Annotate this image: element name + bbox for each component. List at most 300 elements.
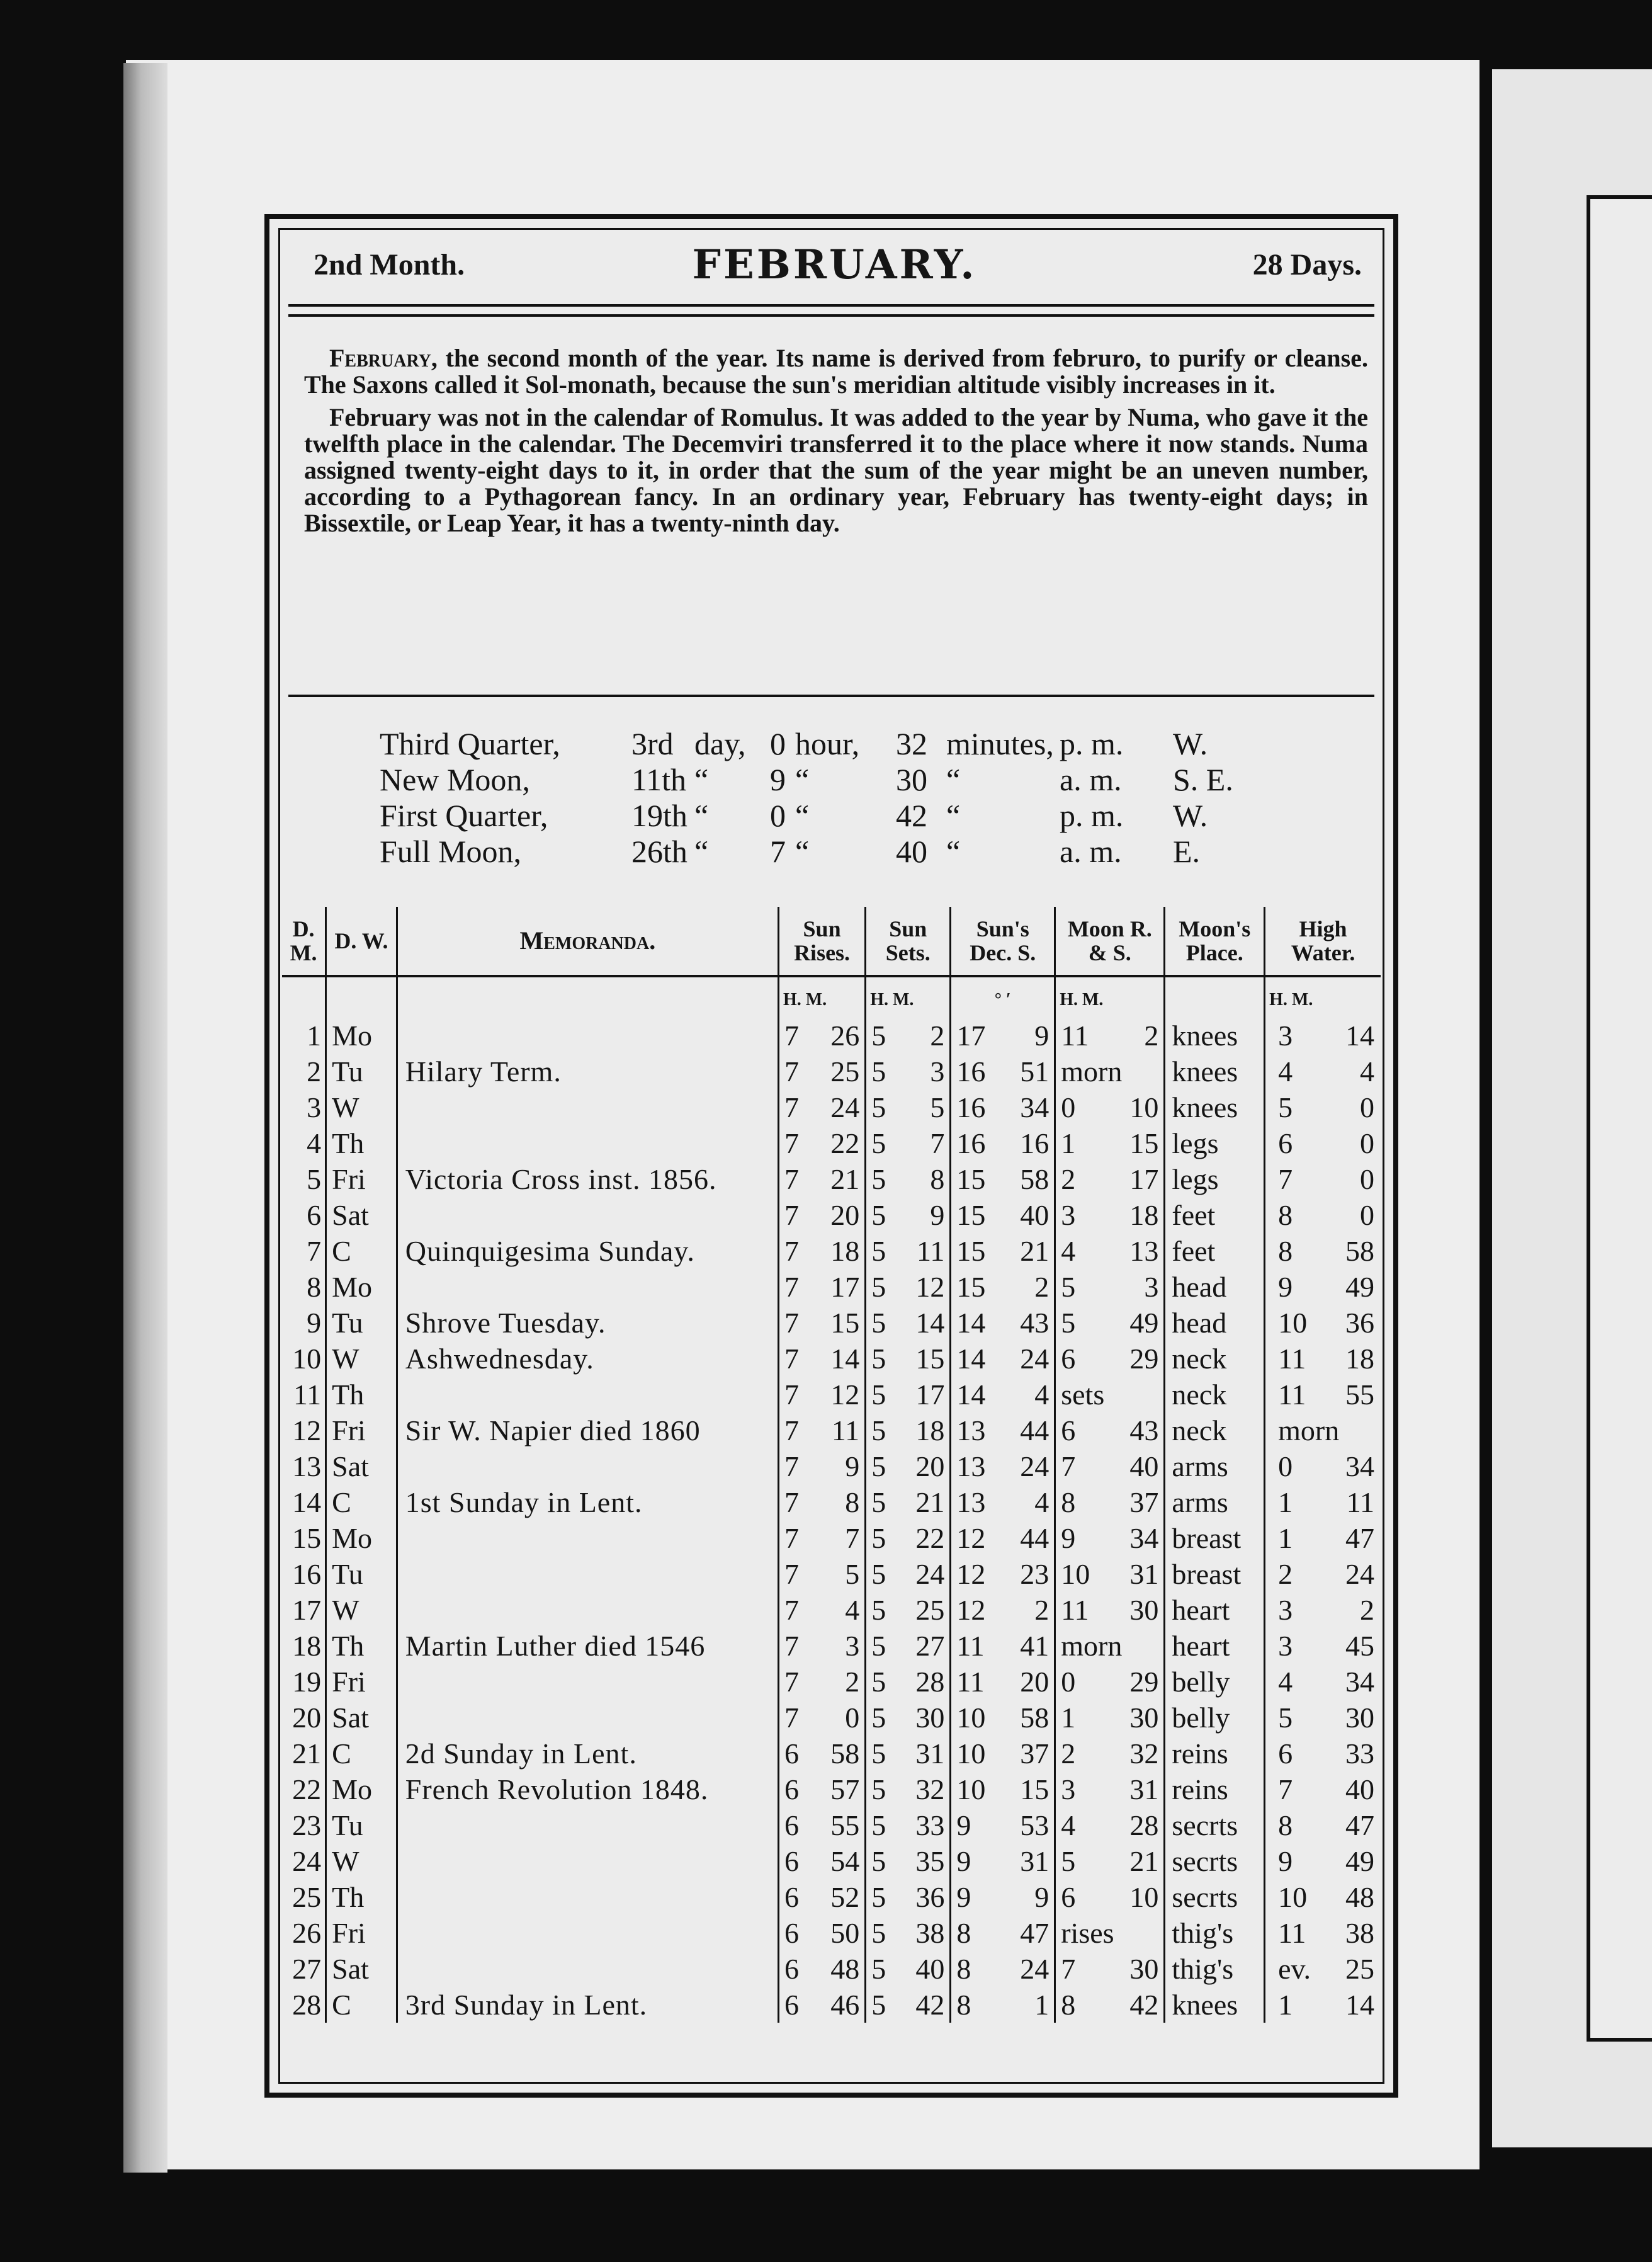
sun-sets [866, 1628, 951, 1664]
sun-rises [778, 1807, 865, 1843]
day-of-month: 10 [292, 1342, 322, 1375]
moon-phase-wind: E. [1173, 834, 1201, 869]
sun-rises [778, 1448, 865, 1484]
memoranda [397, 1269, 778, 1305]
memoranda [397, 1018, 778, 1054]
sun-declination-minutes: 31 [1020, 1844, 1049, 1877]
sun-declination-hours: 9 [956, 1880, 971, 1913]
sun-rises-minutes: 21 [830, 1162, 860, 1195]
sun-rises-hours: 7 [784, 1234, 799, 1267]
high-water [1265, 1771, 1381, 1807]
memoranda [397, 1700, 778, 1736]
moon-rise-set-minutes: 37 [1129, 1486, 1159, 1518]
sun-declination [951, 1197, 1055, 1233]
sun-sets-hours: 5 [871, 1414, 886, 1446]
sun-declination-hours: 13 [956, 1414, 986, 1446]
sun-sets-minutes: 42 [915, 1988, 945, 2021]
sun-declination-hours: 8 [956, 1916, 971, 1949]
memoranda [397, 1197, 778, 1233]
sun-declination-minutes: 1 [1034, 1988, 1049, 2021]
sun-sets-hours: 5 [871, 1162, 886, 1195]
day-of-month: 26 [292, 1916, 322, 1949]
sun-declination-hours: 13 [956, 1486, 986, 1518]
day-of-week: C [326, 1987, 397, 2023]
sun-sets-minutes: 24 [915, 1557, 945, 1590]
memoranda [397, 1556, 778, 1592]
high-water-minutes: 0 [1360, 1127, 1374, 1159]
memoranda [397, 1089, 778, 1125]
moon-rise-set-minutes: 29 [1129, 1665, 1159, 1698]
sun-declination [951, 1987, 1055, 2023]
high-water-minutes: 0 [1360, 1091, 1374, 1123]
moon-phase-ampm: a. m. [1060, 834, 1122, 869]
moon-rise-set [1055, 1125, 1165, 1161]
sun-sets [866, 1484, 951, 1520]
sun-rises-hours: 7 [784, 1270, 799, 1303]
table-row [282, 1771, 1381, 1807]
sun-sets-hours: 5 [871, 1055, 886, 1088]
moon-rise-set-minutes: 18 [1129, 1198, 1159, 1231]
sun-rises-hours: 7 [784, 1665, 799, 1698]
sun-rises-hours: 7 [784, 1378, 799, 1411]
high-water [1265, 1592, 1381, 1628]
moon-place: head [1165, 1305, 1265, 1341]
moon-rise-set-hours: 11 [1061, 1019, 1089, 1052]
high-water-minutes: 11 [1346, 1486, 1374, 1518]
moon-rise-set-hours: 5 [1061, 1270, 1076, 1303]
high-water [1265, 1341, 1381, 1377]
units-dec: ° ′ [951, 976, 1055, 1018]
sun-rises-hours: 7 [784, 1486, 799, 1518]
sun-declination [951, 1664, 1055, 1700]
sun-rises-hours: 7 [784, 1127, 799, 1159]
day-of-week: Mo [326, 1520, 397, 1556]
moon-rise-set-minutes: 30 [1129, 1952, 1159, 1985]
sun-sets-hours: 5 [871, 1306, 886, 1339]
high-water-minutes: 38 [1345, 1916, 1374, 1949]
high-water-minutes: 36 [1345, 1306, 1374, 1339]
moon-rise-set-hours: 5 [1061, 1844, 1076, 1877]
header-sun-rises: Sun Rises. [778, 907, 865, 976]
moon-place: neck [1165, 1412, 1265, 1448]
moon-rise-set-minutes: 31 [1129, 1557, 1159, 1590]
sun-declination [951, 1951, 1055, 1987]
sun-declination-minutes: 40 [1020, 1198, 1049, 1231]
sun-sets [866, 1807, 951, 1843]
day-of-week: Mo [326, 1269, 397, 1305]
sun-rises-minutes: 57 [830, 1773, 860, 1805]
sun-declination [951, 1520, 1055, 1556]
sun-rises-hours: 7 [784, 1521, 799, 1554]
high-water [1265, 1089, 1381, 1125]
high-water-minutes: 47 [1345, 1809, 1374, 1841]
moon-rise-set-hours: 11 [1061, 1593, 1089, 1626]
moon-rise-set-minutes: 10 [1129, 1880, 1159, 1913]
moon-phase-hr-label: “ [795, 798, 810, 833]
sun-sets [866, 1556, 951, 1592]
high-water-hours: 3 [1278, 1629, 1293, 1662]
moon-phase-wind: W. [1173, 726, 1208, 761]
sun-sets-hours: 5 [871, 1665, 886, 1698]
sun-declination [951, 1736, 1055, 1771]
moon-place: legs [1165, 1125, 1265, 1161]
sun-rises-hours: 6 [784, 1880, 799, 1913]
moon-rise-set-hours: 0 [1061, 1665, 1076, 1698]
sun-declination [951, 1054, 1055, 1089]
table-row [282, 1700, 1381, 1736]
memoranda: Victoria Cross inst. 1856. [397, 1161, 778, 1197]
moon-rise-set [1055, 1484, 1165, 1520]
sun-sets-hours: 5 [871, 1701, 886, 1734]
moon-rise-set-hours: 7 [1061, 1952, 1076, 1985]
moon-phase-min-label: “ [946, 798, 961, 833]
moon-rise-set [1055, 1879, 1165, 1915]
moon-phase-ampm: p. m. [1060, 798, 1124, 833]
sun-rises-minutes: 4 [845, 1593, 860, 1626]
moon-rise-set-hours: 6 [1061, 1414, 1076, 1446]
sun-rises-hours: 7 [784, 1342, 799, 1375]
sun-declination-minutes: 53 [1020, 1809, 1049, 1841]
moon-rise-set-minutes [1124, 1054, 1158, 1089]
moon-rise-set-minutes [1124, 1628, 1158, 1664]
table-row [282, 1377, 1381, 1412]
sun-sets-minutes: 35 [915, 1844, 945, 1877]
day-of-week: Fri [326, 1915, 397, 1951]
table-row [282, 1412, 1381, 1448]
sun-declination [951, 1305, 1055, 1341]
sun-sets-minutes: 33 [915, 1809, 945, 1841]
day-of-month: 6 [307, 1198, 322, 1231]
sun-sets-minutes: 36 [915, 1880, 945, 1913]
sun-sets-minutes: 38 [915, 1916, 945, 1949]
high-water-minutes: 25 [1345, 1952, 1374, 1985]
sun-declination-hours: 12 [956, 1593, 986, 1626]
day-of-month: 28 [292, 1988, 322, 2021]
moon-place: heart [1165, 1628, 1265, 1664]
sun-declination-minutes: 20 [1020, 1665, 1049, 1698]
high-water-hours: ev. [1278, 1952, 1311, 1985]
sun-declination [951, 1628, 1055, 1664]
moon-place: secrts [1165, 1879, 1265, 1915]
sun-sets-hours: 5 [871, 1270, 886, 1303]
month-title: FEBRUARY. [692, 241, 977, 288]
sun-rises-minutes: 5 [845, 1557, 860, 1590]
calendar-body [282, 976, 1381, 2023]
sun-declination [951, 1377, 1055, 1412]
day-of-week: Fri [326, 1412, 397, 1448]
moon-phase-min: 40 [896, 834, 927, 869]
day-of-week: W [326, 1089, 397, 1125]
sun-sets-minutes: 30 [915, 1701, 945, 1734]
sun-rises-minutes: 18 [830, 1234, 860, 1267]
moon-phase-day: 11th [631, 762, 687, 797]
sun-rises [778, 1484, 865, 1520]
day-of-week: Tu [326, 1054, 397, 1089]
sun-declination [951, 1412, 1055, 1448]
sun-sets-minutes: 32 [915, 1773, 945, 1805]
sun-declination-minutes: 24 [1020, 1450, 1049, 1482]
sun-declination-minutes: 9 [1034, 1019, 1049, 1052]
sun-sets-minutes: 28 [915, 1665, 945, 1698]
high-water-hours: 1 [1278, 1988, 1293, 2021]
sun-declination-minutes: 21 [1020, 1234, 1049, 1267]
sun-declination [951, 1556, 1055, 1592]
moon-phase-unit: “ [694, 798, 709, 833]
moon-phase-hr-label: “ [795, 834, 810, 869]
header-moon-place: Moon's Place. [1165, 907, 1265, 976]
sun-rises [778, 1664, 865, 1700]
sun-rises-hours: 6 [784, 1773, 799, 1805]
sun-rises [778, 1915, 865, 1951]
sun-sets-hours: 5 [871, 1880, 886, 1913]
sun-declination [951, 1448, 1055, 1484]
memoranda: 1st Sunday in Lent. [397, 1484, 778, 1520]
moon-rise-set-minutes: 15 [1129, 1127, 1159, 1159]
sun-rises-hours: 7 [784, 1019, 799, 1052]
moon-rise-set-hours: 3 [1061, 1198, 1076, 1231]
sun-declination-hours: 15 [956, 1234, 986, 1267]
day-of-week: C [326, 1736, 397, 1771]
sun-declination [951, 1341, 1055, 1377]
header-moon-rise-set: Moon R. & S. [1055, 907, 1165, 976]
moon-rise-set [1055, 1915, 1165, 1951]
sun-rises-hours: 6 [784, 1988, 799, 2021]
sun-sets [866, 1018, 951, 1054]
sun-sets-hours: 5 [871, 1773, 886, 1805]
sun-declination-hours: 9 [956, 1844, 971, 1877]
sun-rises-minutes: 48 [830, 1952, 860, 1985]
sun-declination-minutes: 2 [1034, 1270, 1049, 1303]
sun-declination-minutes: 16 [1020, 1127, 1049, 1159]
day-of-week: Mo [326, 1018, 397, 1054]
day-of-month: 15 [292, 1521, 322, 1554]
sun-rises-hours: 6 [784, 1809, 799, 1841]
description-paragraph-2: February was not in the calendar of Romulus. It was added to the year by Numa, who gave it the twelfth place in the calendar. The Decemviri transferred it to the place where it now stands. Numa assigned twenty-eight days to it, in order that the sum of the year might be an uneven number, according to a Pythagorean fancy. In an ordinary year, February has twenty-eight days; in Bissextile, or Leap Year, it has a twenty-ninth day. [304, 403, 1368, 537]
moon-rise-set [1055, 1664, 1165, 1700]
table-header-row [282, 907, 1381, 976]
high-water-hours: 7 [1278, 1162, 1293, 1195]
moon-phase-hour: 0 [770, 726, 786, 761]
sun-declination-minutes: 44 [1020, 1414, 1049, 1446]
header-day-of-week: D. W. [326, 907, 397, 976]
moon-rise-set [1055, 1341, 1165, 1377]
sun-rises-hours: 7 [784, 1306, 799, 1339]
day-of-week: C [326, 1233, 397, 1269]
moon-phase-unit: day, [694, 726, 746, 761]
sun-sets-hours: 5 [871, 1952, 886, 1985]
high-water [1265, 1161, 1381, 1197]
sun-declination-hours: 15 [956, 1162, 986, 1195]
sun-declination-hours: 10 [956, 1701, 986, 1734]
sun-sets [866, 1664, 951, 1700]
memoranda: 2d Sunday in Lent. [397, 1736, 778, 1771]
high-water-hours: 0 [1278, 1450, 1293, 1482]
units-cell-empty [397, 976, 778, 1018]
day-of-week: Th [326, 1125, 397, 1161]
sun-rises-hours: 6 [784, 1737, 799, 1770]
sun-rises [778, 1520, 865, 1556]
high-water [1265, 1700, 1381, 1736]
sun-rises [778, 1412, 865, 1448]
moon-place: neck [1165, 1377, 1265, 1412]
moon-rise-set [1055, 1736, 1165, 1771]
sun-sets-hours: 5 [871, 1593, 886, 1626]
sun-sets-minutes: 5 [930, 1091, 945, 1123]
moon-place: breast [1165, 1520, 1265, 1556]
day-of-week: Fri [326, 1161, 397, 1197]
high-water-minutes: 49 [1345, 1844, 1374, 1877]
units-rises: H. M. [778, 976, 865, 1018]
moon-place: feet [1165, 1197, 1265, 1233]
month-number: 2nd Month. [314, 248, 465, 281]
high-water [1265, 1807, 1381, 1843]
sun-sets-minutes: 3 [930, 1055, 945, 1088]
header-memoranda: Memoranda. [397, 907, 778, 976]
high-water [1265, 1377, 1381, 1412]
sun-rises-minutes: 2 [845, 1665, 860, 1698]
description-text-1: , the second month of the year. Its name is derived from februro, to purify or cleanse. The Saxons called it Sol-monath, because the sun's meridian altitude visibly increases in it. [304, 344, 1368, 399]
sun-sets [866, 1377, 951, 1412]
sun-declination [951, 1125, 1055, 1161]
moon-place: reins [1165, 1736, 1265, 1771]
moon-phase-min: 30 [896, 762, 927, 797]
moon-phase-ampm: p. m. [1060, 726, 1124, 761]
moon-phase-min: 32 [896, 726, 927, 761]
sun-sets-minutes: 21 [915, 1486, 945, 1518]
moon-place: head [1165, 1269, 1265, 1305]
section-rule [288, 695, 1374, 697]
sun-declination-hours: 14 [956, 1342, 986, 1375]
high-water-minutes: 14 [1345, 1988, 1374, 2021]
facing-page-frame [1587, 195, 1652, 2042]
sun-sets [866, 1951, 951, 1987]
high-water-minutes: 45 [1345, 1629, 1374, 1662]
sun-rises [778, 1305, 865, 1341]
moon-phase-hr-label: hour, [795, 726, 860, 761]
units-water: H. M. [1265, 976, 1381, 1018]
table-row [282, 1879, 1381, 1915]
moon-phase-name: Third Quarter, [380, 726, 560, 761]
table-row [282, 1987, 1381, 2023]
sun-declination-minutes: 9 [1034, 1880, 1049, 1913]
moon-phase-hour: 0 [770, 798, 786, 833]
sun-rises-hours: 7 [784, 1450, 799, 1482]
moon-phase-hour: 7 [770, 834, 786, 869]
moon-place: knees [1165, 1018, 1265, 1054]
moon-rise-set-minutes: 40 [1129, 1450, 1159, 1482]
sun-rises-hours: 7 [784, 1629, 799, 1662]
high-water-hours: 11 [1278, 1342, 1306, 1375]
table-row [282, 1305, 1381, 1341]
moon-rise-set [1055, 1592, 1165, 1628]
high-water [1265, 1305, 1381, 1341]
moon-phase-day: 26th [631, 834, 687, 869]
sun-rises-hours: 7 [784, 1162, 799, 1195]
high-water [1265, 1484, 1381, 1520]
day-of-month: 12 [292, 1414, 322, 1446]
moon-rise-set-minutes: 10 [1129, 1091, 1159, 1123]
header-day-of-month: D. M. [290, 916, 317, 965]
table-row [282, 1089, 1381, 1125]
moon-rise-set-hours: 8 [1061, 1988, 1076, 2021]
sun-sets [866, 1412, 951, 1448]
day-of-week: W [326, 1592, 397, 1628]
sun-declination-minutes: 47 [1020, 1916, 1049, 1949]
day-of-month: 13 [292, 1450, 322, 1482]
moon-rise-set-hours: sets [1061, 1378, 1105, 1411]
table-row [282, 1736, 1381, 1771]
sun-sets-hours: 5 [871, 1091, 886, 1123]
sun-rises [778, 1987, 865, 2023]
table-row [282, 1628, 1381, 1664]
sun-rises [778, 1879, 865, 1915]
sun-rises [778, 1233, 865, 1269]
high-water-minutes: 40 [1345, 1773, 1374, 1805]
sun-declination-hours: 8 [956, 1952, 971, 1985]
sun-declination [951, 1089, 1055, 1125]
sun-declination-hours: 11 [956, 1629, 985, 1662]
moon-rise-set-hours: morn [1061, 1055, 1123, 1088]
header-double-rule [288, 304, 1374, 317]
moon-rise-set-minutes: 31 [1129, 1773, 1159, 1805]
sun-sets-minutes: 11 [917, 1234, 945, 1267]
sun-declination-minutes: 24 [1020, 1952, 1049, 1985]
sun-declination-minutes: 4 [1034, 1486, 1049, 1518]
high-water-hours: 11 [1278, 1378, 1306, 1411]
sun-rises-hours: 6 [784, 1844, 799, 1877]
moon-rise-set [1055, 1089, 1165, 1125]
sun-sets-hours: 5 [871, 1844, 886, 1877]
sun-declination-minutes: 41 [1020, 1629, 1049, 1662]
sun-declination [951, 1269, 1055, 1305]
sun-sets-minutes: 14 [915, 1306, 945, 1339]
moon-rise-set-hours: rises [1061, 1916, 1114, 1949]
sun-rises [778, 1700, 865, 1736]
moon-rise-set-hours: 7 [1061, 1450, 1076, 1482]
day-of-week: Mo [326, 1771, 397, 1807]
sun-declination-minutes: 34 [1020, 1091, 1049, 1123]
moon-rise-set-minutes: 42 [1129, 1988, 1159, 2021]
table-row [282, 1592, 1381, 1628]
high-water [1265, 1664, 1381, 1700]
sun-rises-hours: 6 [784, 1952, 799, 1985]
high-water-hours: 10 [1278, 1880, 1308, 1913]
moon-place: reins [1165, 1771, 1265, 1807]
day-of-week: Sat [326, 1448, 397, 1484]
sun-sets [866, 1592, 951, 1628]
day-of-month: 22 [292, 1773, 322, 1805]
sun-declination-hours: 16 [956, 1091, 986, 1123]
sun-declination-hours: 12 [956, 1557, 986, 1590]
memoranda: Quinquigesima Sunday. [397, 1233, 778, 1269]
sun-rises-minutes: 9 [845, 1450, 860, 1482]
high-water [1265, 1269, 1381, 1305]
sun-rises [778, 1018, 865, 1054]
sun-rises-minutes: 46 [830, 1988, 860, 2021]
sun-declination [951, 1161, 1055, 1197]
moon-rise-set [1055, 1412, 1165, 1448]
sun-declination [951, 1843, 1055, 1879]
sun-sets-minutes: 2 [930, 1019, 945, 1052]
sun-sets-hours: 5 [871, 1737, 886, 1770]
high-water-hours: 9 [1278, 1844, 1293, 1877]
moon-phase-name: New Moon, [380, 762, 530, 797]
high-water-minutes: 0 [1360, 1162, 1374, 1195]
calendar-table-wrap [282, 907, 1381, 2080]
table-row [282, 1448, 1381, 1484]
high-water-minutes: 24 [1345, 1557, 1374, 1590]
moon-rise-set-minutes: 28 [1129, 1809, 1159, 1841]
